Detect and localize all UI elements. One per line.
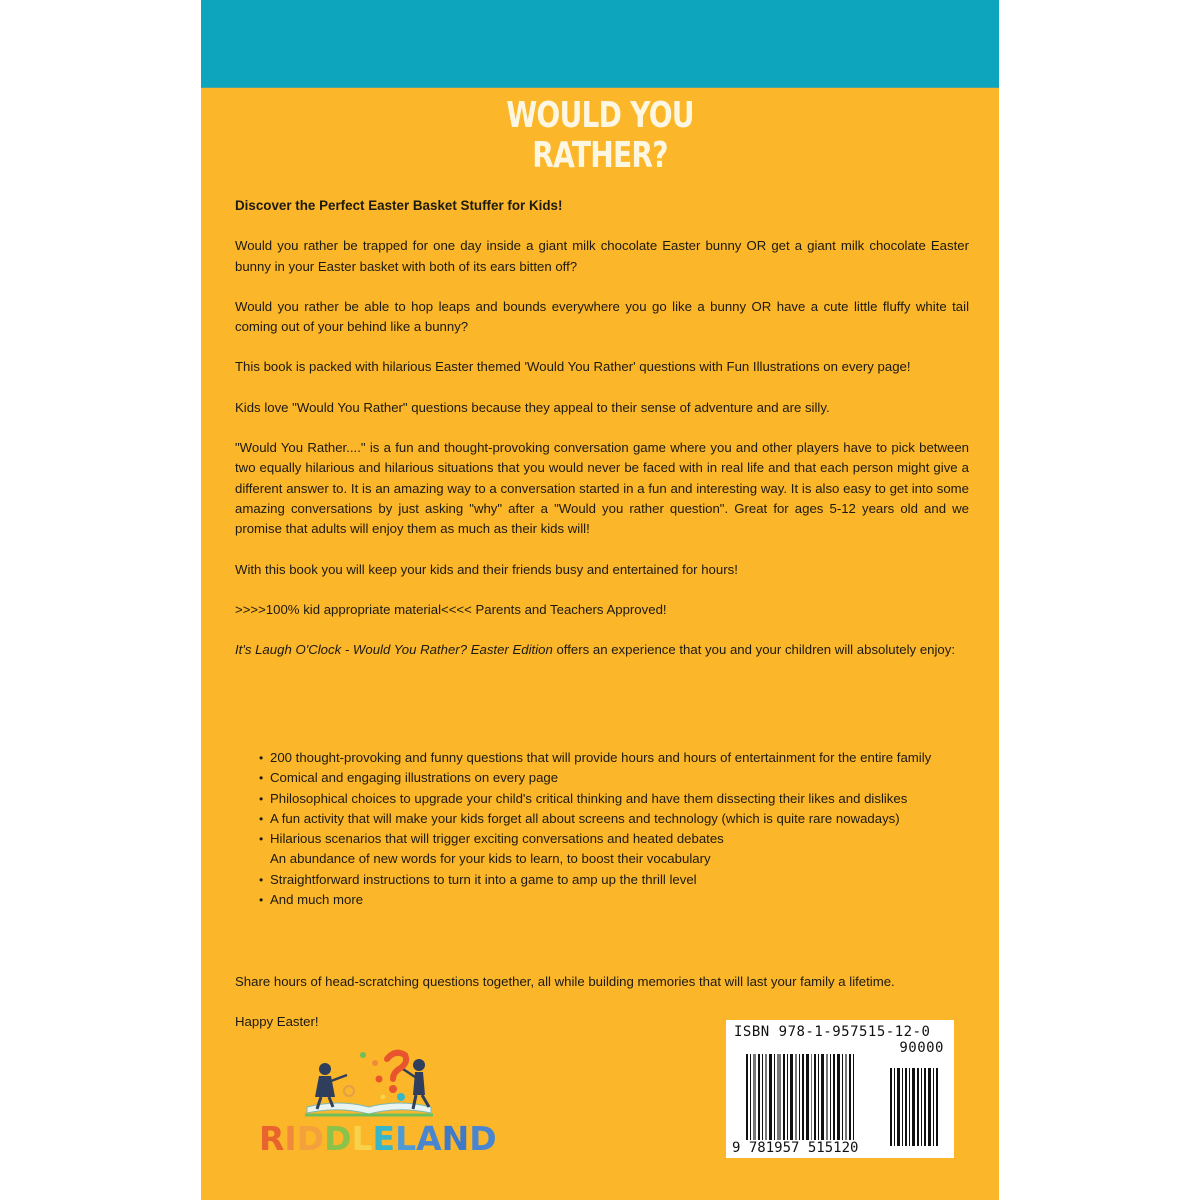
logo-letter: L	[351, 1119, 373, 1158]
feature-list	[259, 748, 971, 910]
feature-item: • And much more	[259, 890, 971, 910]
paragraph-5: "Would You Rather...." is a fun and thought-provoking conversation game where you and other players have to pick between two equally hilarious and hilarious situations that you would never be faced with in real life and that each person might give a different answer to. It is an amazing way to a conversation started in a fun and interesting way. It is also easy to get into some amazing conversations by just asking "why" after a "Would you rather question". Great for ages 5-12 years old and we promise that adults will enjoy them as much as their kids will!	[235, 440, 969, 537]
kids-reading-illustration-icon	[259, 1045, 479, 1125]
ean-digits: 9 781957 515120	[732, 1140, 861, 1156]
book-back-cover	[201, 0, 999, 1200]
paragraph-4: Kids love "Would You Rather" questions because they appeal to their sense of adventure and are silly.	[235, 399, 830, 415]
blurb-text	[235, 196, 969, 660]
offer-paragraph	[235, 640, 969, 660]
isbn-label: ISBN 978-1-957515-12-0	[734, 1024, 931, 1040]
feature-item: • Comical and engaging illustrations on every page	[259, 768, 971, 788]
book-title-italic: It's Laugh O'Clock - Would You Rather? Easter Edition	[235, 642, 553, 658]
logo-letter: R	[259, 1119, 285, 1158]
logo-letter: I	[284, 1119, 297, 1158]
ean-bars	[746, 1054, 876, 1146]
feature-item: • Philosophical choices to upgrade your child's critical thinking and have them dissecting their likes and dislikes	[259, 789, 971, 809]
addon-bars	[890, 1068, 950, 1146]
logo-letter: D	[296, 1119, 325, 1158]
title-line-2: RATHER?	[532, 135, 668, 176]
logo-letter: D	[469, 1119, 497, 1158]
feature-item: • Straightforward instructions to turn it into a game to amp up the thrill level	[259, 870, 971, 890]
paragraph-3: This book is packed with hilarious Easter themed 'Would You Rather' questions with Fun Illustrations on every page!	[235, 359, 911, 375]
title-line-1: WOULD YOU	[506, 95, 694, 136]
isbn-barcode	[726, 1020, 954, 1158]
blurb-heading: Discover the Perfect Easter Basket Stuffer for Kids!	[235, 198, 563, 213]
feature-item: An abundance of new words for your kids to learn, to boost their vocabulary	[270, 851, 711, 867]
signoff: Happy Easter!	[235, 1014, 319, 1030]
top-color-band	[201, 0, 999, 88]
paragraph-1: Would you rather be trapped for one day inside a giant milk chocolate Easter bunny OR get a giant milk chocolate Easter bunny in your Easter basket with both of its ears bitten off?	[235, 238, 969, 274]
publisher-name	[259, 1119, 497, 1158]
logo-letter: E	[372, 1119, 396, 1158]
riddleland-logo	[259, 1045, 497, 1165]
offer-rest: offers an experience that you and your children will absolutely enjoy:	[552, 642, 956, 658]
feature-item: • A fun activity that will make your kids forget all about screens and technology (which is quite rare nowadays)	[259, 809, 983, 829]
feature-item: • 200 thought-provoking and funny questions that will provide hours and hours of entertainment for the entire family	[259, 748, 971, 768]
paragraph-7: >>>>100% kid appropriate material<<<< Parents and Teachers Approved!	[235, 601, 667, 617]
paragraph-2: Would you rather be able to hop leaps and bounds everywhere you go like a bunny OR have a cute little fluffy white tail coming out of your behind like a bunny?	[235, 298, 969, 335]
cover-title	[289, 96, 911, 176]
logo-letter: N	[441, 1119, 470, 1158]
logo-letter: D	[324, 1119, 352, 1158]
feature-item: • Hilarious scenarios that will trigger exciting conversations and heated debates	[259, 829, 971, 849]
logo-letter: L	[395, 1119, 417, 1158]
paragraph-6: With this book you will keep your kids and their friends busy and entertained for hours!	[235, 561, 738, 577]
logo-letter: A	[416, 1119, 442, 1158]
closing-paragraph: Share hours of head-scratching questions together, all while building memories that will last your family a lifetime.	[235, 974, 895, 989]
price-code: 90000	[899, 1040, 944, 1056]
